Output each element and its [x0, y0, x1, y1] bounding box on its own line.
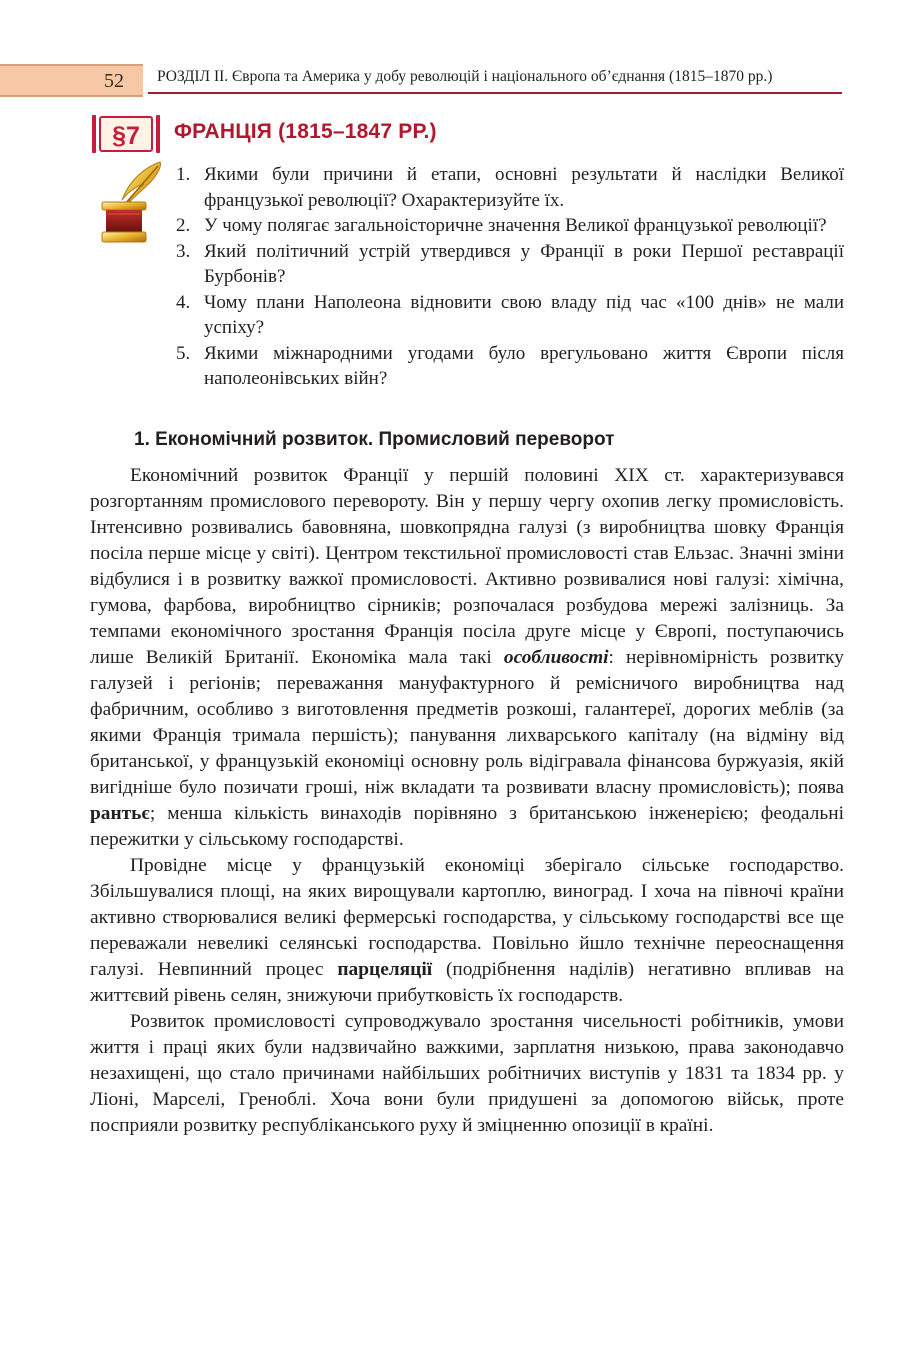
question-text: Якими були причини й етапи, основні результати й наслідки Великої французької революції? Охарактеризуйте їх. [204, 164, 844, 211]
question-text: Якими міжнародними угодами було врегульовано життя Європи після наполеонівських війн? [204, 342, 844, 389]
paragraph: Розвиток промисловості супроводжувало зростання чисельності робітників, умови життя і праці яких були надзвичайно важкими, зарплатня низькою, права законодавчо незахищені, що стало причинами найбільших робітничих виступів у 1831 та 1834 рр. у Ліоні, Марселі, Греноблі. Хоча вони були придушені за допомогою військ, проте посприяли розвитку республіканського руху й зміцненню опозиції в країні. [90, 1011, 844, 1136]
text-run: ; менша кількість винаходів порівняно з британською інженерією; феодальні пережитки у сільському господарстві. [90, 803, 844, 850]
badge-left-bracket [92, 115, 96, 153]
section-title: ФРАНЦІЯ (1815–1847 РР.) [174, 120, 437, 143]
badge-box [99, 116, 153, 152]
question-item [176, 239, 844, 290]
question-text: Чому плани Наполеона відновити свою владу під час «100 днів» не мали успіху? [204, 291, 844, 338]
header-rule [148, 92, 842, 94]
question-number: 4. [176, 291, 191, 313]
text-run: Провідне місце у французькій економіці зберігало сільське господарство. Збільшувалися площі, на яких вирощували картоплю, виноград. І хоча на півночі країни активно створювалися великі фермерські господарства, у сільському господарстві все ще переважали невеликі селянські господарства. Повільно йшло технічне переоснащення галузі. Невпинний процес [90, 855, 844, 980]
badge-right-bracket [156, 115, 160, 153]
question-item [176, 213, 844, 239]
text-run: (подрібнення наділів) негативно впливав на життєвий рівень селян, знижуючи прибутковість їх господарств. [90, 959, 844, 1006]
section-badge [92, 113, 160, 155]
quill-inkwell-icon [96, 160, 168, 250]
body-text [90, 463, 844, 1139]
question-number: 3. [176, 240, 191, 262]
review-questions [176, 162, 844, 392]
section-number: §7 [112, 122, 140, 150]
text-run: : нерівномірність розвитку галузей і регіонів; переважання мануфактурного й ремісничого виробництва над фабричним, особливо з виготовлення предметів розкоші, галантереї, дорогих меблів (за якими Франція тримала першість); панування лихварського капіталу (на відміну від британської, у французькій економіці основну роль відігравала фінансова буржуазія, якій вигідніше було позичати гроші, ніж вкладати та розвивати власну промисловість); поява [90, 647, 845, 798]
page-number: 52 [104, 70, 124, 92]
question-text: У чому полягає загальноісторичне значення Великої французької революції? [204, 215, 827, 236]
question-item [176, 162, 844, 213]
running-title: РОЗДІЛ ІІ. Європа та Америка у добу революцій і національного об’єднання (1815–1870 рр.) [157, 68, 773, 85]
paragraph [90, 853, 844, 1009]
question-text: Який політичний устрій утвердився у Франції в роки Першої реставрації Бурбонів? [204, 240, 844, 287]
text-run: Економічний розвиток Франції у першій половині XIX ст. характеризувався розгортанням промислового перевороту. Він у першу чергу охопив легку промисловість. Інтенсивно розвивались бавовняна, шовкопрядна галузі (з виробництва шовку Франція посіла перше місце у світі). Центром текстильної промисловості став Ельзас. Значні зміни відбулися і в розвитку важкої промисловості. Активно розвивалися нові галузі: хімічна, гумова, фарбова, виробництво сірників; розпочалася розбудова мережі залізниць. За темпами економічного зростання Франція посіла друге місце у Європі, поступаючись лише Великій Британії. Економіка мала такі [90, 465, 844, 668]
subsection-title: 1. Економічний розвиток. Промисловий переворот [134, 429, 615, 450]
question-item [176, 341, 844, 392]
question-number: 2. [176, 215, 191, 236]
question-number: 5. [176, 342, 191, 364]
question-item [176, 290, 844, 341]
term-bold: рантьє [90, 803, 150, 824]
paragraph [90, 463, 844, 853]
question-number: 1. [176, 164, 191, 185]
term-emphasis: особливості [503, 647, 609, 668]
term-bold: парцеляції [337, 959, 433, 980]
